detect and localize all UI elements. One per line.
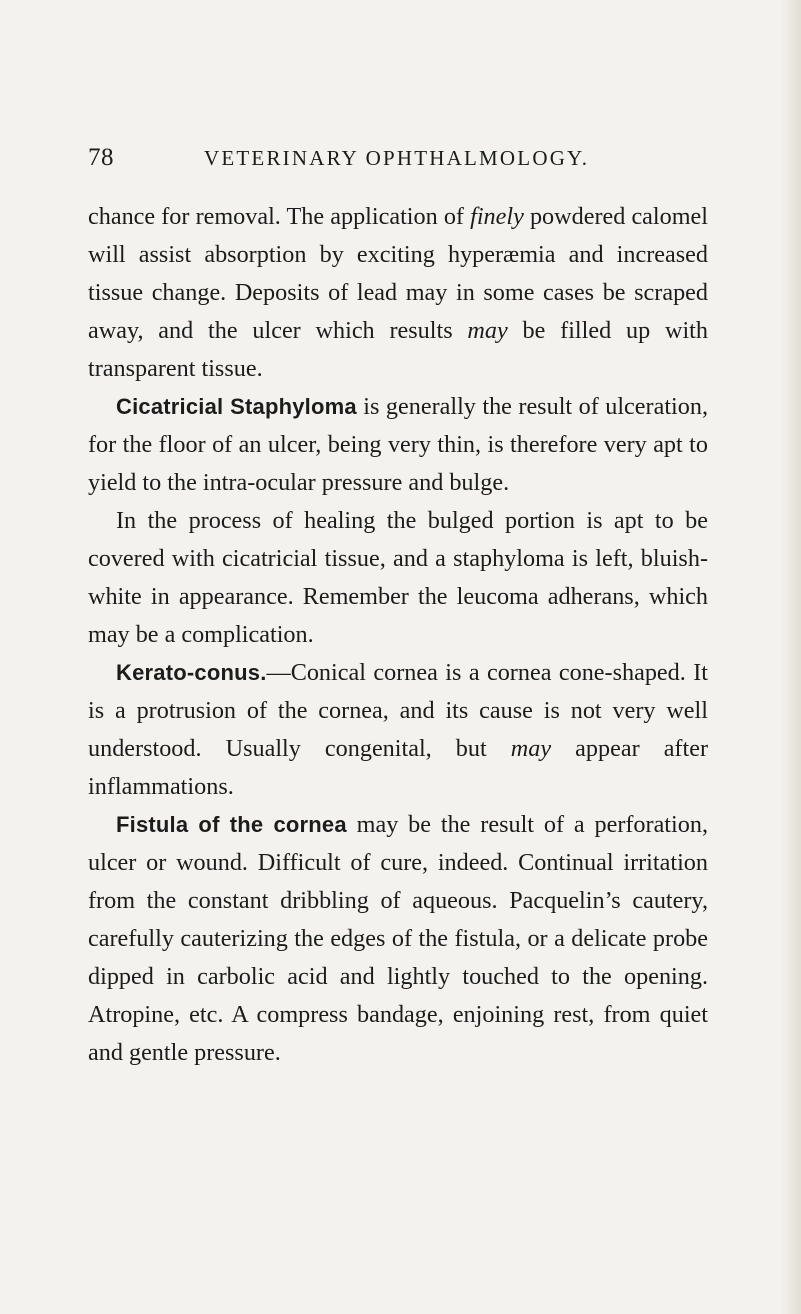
paragraph-calomel [88,198,708,388]
paragraph-healing [88,502,708,654]
text-segment: —Conical cornea is a cornea cone-shaped. It is a protrusion of the cornea, and its cause is not very well understood. Usually congenital, but [88,659,708,762]
term-heading: Fistula of the cornea [116,812,347,837]
paragraph-cicatricial-staphyloma [88,388,708,502]
text-segment: appear after inflammations. [88,735,708,800]
running-head: VETERINARY OPHTHALMOLOGY. [204,146,590,170]
page-edge-shadow [779,0,801,1314]
text-segment: is generally the result of ulceration, for the floor of an ulcer, being very thin, is therefore very apt to yield to the intra-ocular pressure and bulge. [88,393,708,496]
text-segment-italic: may [467,317,508,344]
text-segment-italic: may [510,735,552,762]
page-header [88,144,708,174]
text-segment-italic: finely [470,203,524,230]
body-text [88,198,708,1072]
term-heading: Cicatricial Staphyloma [116,394,357,419]
term-heading: Kerato-conus. [116,660,267,685]
text-segment: chance for removal. The application of [88,203,471,230]
text-segment: may be the result of a perforation, ulcer or wound. Difficult of cure, indeed. Continual irritation from the constant dribbling of aqueous. Pacquelin’s cautery, carefully cauterizing the edges of the fistula, or a delicate probe dipped in carbolic acid and lightly touched to the opening. Atropine, etc. A compress bandage, enjoining rest, from quiet and gentle pressure. [88,811,708,1066]
text-segment: be filled up with transparent tissue. [88,317,708,382]
paragraph-kerato-conus [88,654,708,806]
page-number: 78 [88,144,114,171]
text-segment: In the process of healing the bulged portion is apt to be covered with cicatricial tissue, and a staphyloma is left, bluish-white in appearance. Remember the leucoma adherans, which may be a complication. [88,507,708,648]
text-segment: powdered calomel will assist absorption by exciting hyperæmia and increased tissue change. Deposits of lead may in some cases be scraped away, and the ulcer which results [88,203,708,344]
paragraph-fistula [88,806,708,1072]
